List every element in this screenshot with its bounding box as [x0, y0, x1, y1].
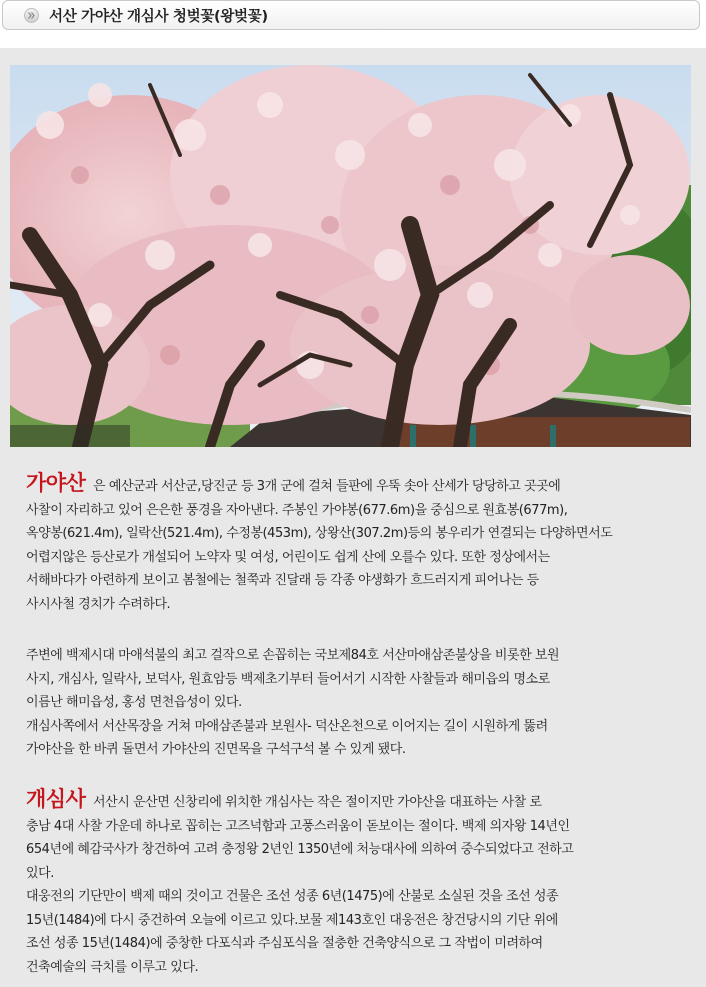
gaesimsa-line: 있다.: [26, 865, 54, 881]
gayasan-heading: 가야산: [26, 471, 86, 495]
history-line: 사지, 개심사, 일락사, 보덕사, 원효암등 백제초기부터 들어서기 시작한 사찰들과 해미읍의 명소로: [26, 671, 550, 687]
gaesimsa-line: 건축예술의 극치를 이루고 있다.: [26, 959, 199, 975]
gaesimsa-line: 대웅전의 기단만이 백제 때의 것이고 건물은 조선 성종 6년(1475)에 산불로 소실된 것을 조선 성종: [26, 889, 559, 904]
history-section: [26, 644, 686, 762]
gayasan-line: 사시사철 경치가 수려하다.: [26, 596, 171, 612]
chevron-right-icon: [24, 8, 39, 23]
cherry-blossom-photo: [10, 65, 691, 447]
history-line: 주변에 백제시대 마애석불의 최고 걸작으로 손꼽히는 국보제84호 서산마애삼존불상을 비롯한 보원: [26, 648, 560, 663]
title-bar: [2, 0, 700, 30]
gayasan-line: 어렵지않은 등산로가 개설되어 노약자 및 여성, 어린이도 쉽게 산에 오를수 있다. 또한 정상에서는: [26, 549, 550, 565]
content-panel: [0, 48, 706, 987]
gaesimsa-line: 654년에 혜감국사가 창건하여 고려 충정왕 2년인 1350년에 처능대사에 의하여 중수되었다고 전하고: [26, 842, 574, 857]
gaesimsa-line: 서산시 운산면 신창리에 위치한 개심사는 작은 절이지만 가야산을 대표하는 사찰 로: [89, 795, 542, 810]
gayasan-line: 옥양봉(621.4m), 일락산(521.4m), 수정봉(453m), 상왕산(307.2m)등의 봉우리가 연결되는 다양하면서도: [26, 526, 613, 541]
gaesimsa-section: [26, 788, 686, 979]
gaesimsa-line: 충남 4대 사찰 가운데 하나로 꼽히는 고즈넉함과 고풍스러움이 돋보이는 절이다. 백제 의자왕 14년인: [26, 818, 570, 834]
gayasan-line: 사찰이 자리하고 있어 은은한 풍경을 자아낸다. 주봉인 가야봉(677.6m)을 중심으로 원효봉(677m),: [26, 502, 568, 518]
history-line: 개심사쪽에서 서산목장을 거쳐 마애삼존불과 보원사- 덕산온천으로 이어지는 길이 시원하게 뚫려: [26, 718, 548, 734]
gaesimsa-line: 조선 성종 15년(1484)에 중창한 다포식과 주심포식을 절충한 건축양식으로 그 작법이 미려하여: [26, 936, 543, 951]
history-line: 이름난 해미읍성, 홍성 면천읍성이 있다.: [26, 695, 242, 710]
gaesimsa-line: 15년(1484)에 다시 중건하여 오늘에 이르고 있다.보물 제143호인 대웅전은 창건당시의 기단 위에: [26, 912, 558, 928]
page-title: 서산 가야산 개심사 청벚꽃(왕벚꽃): [49, 8, 268, 25]
history-line: 가야산을 한 바퀴 돌면서 가야산의 진면목을 구석구석 볼 수 있게 됐다.: [26, 742, 406, 757]
gayasan-line: 서해바다가 아련하게 보이고 봄철에는 철쭉과 진달래 등 각종 야생화가 흐드러지게 피어나는 등: [26, 573, 539, 588]
gaesimsa-heading: 개심사: [26, 787, 86, 811]
gayasan-section: [26, 472, 686, 616]
gayasan-line: 은 예산군과 서산군,당진군 등 3개 군에 걸쳐 들판에 우뚝 솟아 산세가 당당하고 곳곳에: [89, 479, 561, 494]
